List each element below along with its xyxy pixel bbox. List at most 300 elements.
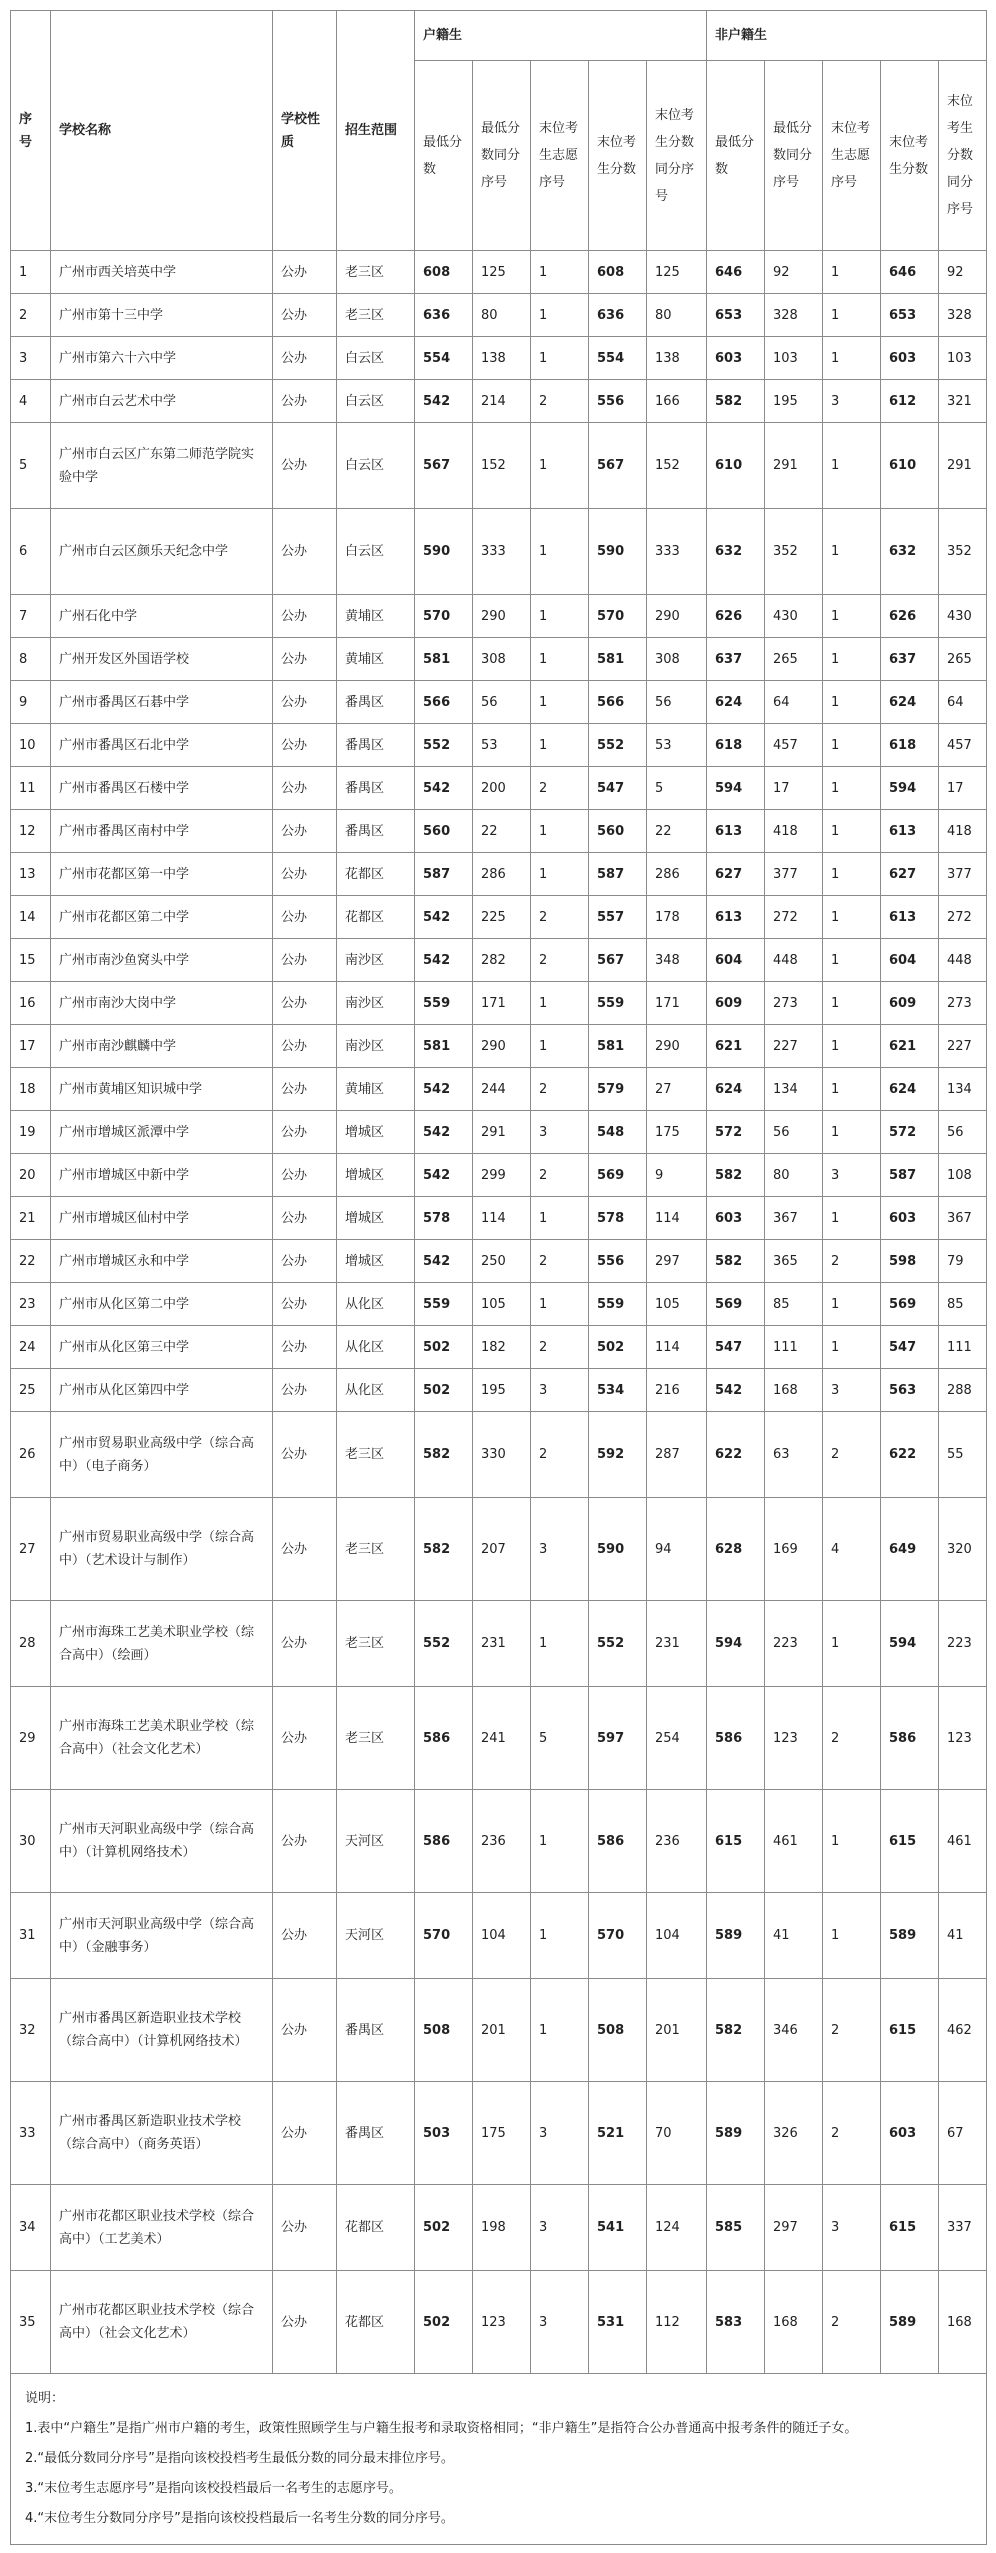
- local-min-score-cell: 581: [415, 638, 473, 681]
- school-nature-cell: 公办: [273, 767, 337, 810]
- nonlocal-min-score-cell: 637: [707, 638, 765, 681]
- table-body: [11, 251, 987, 2374]
- district-cell: 番禺区: [337, 810, 415, 853]
- local-last-rank-cell: 231: [647, 1601, 707, 1687]
- local-last-rank-cell: 201: [647, 1979, 707, 2082]
- local-min-score-cell: 503: [415, 2082, 473, 2185]
- seq-cell: 22: [11, 1240, 51, 1283]
- district-cell: 老三区: [337, 294, 415, 337]
- seq-cell: 15: [11, 939, 51, 982]
- school-nature-cell: 公办: [273, 251, 337, 294]
- table-row: [11, 724, 987, 767]
- district-cell: 番禺区: [337, 724, 415, 767]
- local-min-rank-cell: 105: [473, 1283, 531, 1326]
- local-min-score-cell: 552: [415, 724, 473, 767]
- local-min-score-cell: 559: [415, 1283, 473, 1326]
- school-name-cell: 广州市从化区第三中学: [51, 1326, 273, 1369]
- seq-cell: 30: [11, 1790, 51, 1893]
- school-nature-cell: 公办: [273, 982, 337, 1025]
- nonlocal-last-score-cell: 649: [881, 1498, 939, 1601]
- nonlocal-min-rank-cell: 17: [765, 767, 823, 810]
- local-last-rank-cell: 308: [647, 638, 707, 681]
- nonlocal-min-rank-cell: 328: [765, 294, 823, 337]
- local-last-score-cell: 636: [589, 294, 647, 337]
- local-last-score-cell: 570: [589, 1893, 647, 1979]
- local-min-score-cell: 590: [415, 509, 473, 595]
- local-min-score-cell: 502: [415, 1369, 473, 1412]
- district-cell: 番禺区: [337, 1979, 415, 2082]
- table-row: [11, 1369, 987, 1412]
- nonlocal-last-rank-cell: 328: [939, 294, 987, 337]
- local-min-rank-cell: 286: [473, 853, 531, 896]
- local-min-score-cell: 502: [415, 2271, 473, 2374]
- local-last-choice-cell: 3: [531, 2082, 589, 2185]
- local-min-rank-cell: 282: [473, 939, 531, 982]
- school-name-cell: 广州市南沙大岗中学: [51, 982, 273, 1025]
- nonlocal-min-rank-cell: 134: [765, 1068, 823, 1111]
- nonlocal-last-choice-cell: 1: [823, 853, 881, 896]
- nonlocal-min-score-cell: 626: [707, 595, 765, 638]
- local-last-rank-cell: 104: [647, 1893, 707, 1979]
- nonlocal-min-rank-cell: 227: [765, 1025, 823, 1068]
- school-name-cell: 广州市花都区第一中学: [51, 853, 273, 896]
- nonlocal-min-score-cell: 589: [707, 1893, 765, 1979]
- school-nature-cell: 公办: [273, 638, 337, 681]
- district-cell: 花都区: [337, 2271, 415, 2374]
- school-nature-cell: 公办: [273, 1601, 337, 1687]
- nonlocal-last-choice-cell: 1: [823, 1601, 881, 1687]
- table-row: [11, 1111, 987, 1154]
- nonlocal-last-choice-cell: 3: [823, 380, 881, 423]
- nonlocal-last-choice-cell: 1: [823, 638, 881, 681]
- nonlocal-last-score-cell: 615: [881, 2185, 939, 2271]
- local-min-score-cell: 608: [415, 251, 473, 294]
- local-last-score-cell: 521: [589, 2082, 647, 2185]
- local-min-rank-cell: 290: [473, 1025, 531, 1068]
- local-min-score-cell: 581: [415, 1025, 473, 1068]
- table-row: [11, 853, 987, 896]
- nonlocal-last-rank-cell: 103: [939, 337, 987, 380]
- nonlocal-min-rank-cell: 418: [765, 810, 823, 853]
- nonlocal-min-rank-cell: 365: [765, 1240, 823, 1283]
- nonlocal-last-choice-cell: 1: [823, 251, 881, 294]
- nonlocal-min-score-cell: 582: [707, 1154, 765, 1197]
- nonlocal-last-choice-cell: 1: [823, 1197, 881, 1240]
- local-min-rank-cell: 152: [473, 423, 531, 509]
- school-name-cell: 广州市第十三中学: [51, 294, 273, 337]
- district-cell: 黄埔区: [337, 595, 415, 638]
- local-last-choice-cell: 3: [531, 1111, 589, 1154]
- school-nature-cell: 公办: [273, 1790, 337, 1893]
- header-nonlocal-last-score: 末位考生分数: [881, 61, 939, 251]
- local-min-score-cell: 542: [415, 767, 473, 810]
- table-row: [11, 1412, 987, 1498]
- local-min-score-cell: 560: [415, 810, 473, 853]
- nonlocal-min-rank-cell: 265: [765, 638, 823, 681]
- header-local-min-score: 最低分数: [415, 61, 473, 251]
- school-name-cell: 广州市花都区职业技术学校（综合高中）（社会文化艺术）: [51, 2271, 273, 2374]
- seq-cell: 31: [11, 1893, 51, 1979]
- nonlocal-last-rank-cell: 79: [939, 1240, 987, 1283]
- local-last-score-cell: 531: [589, 2271, 647, 2374]
- district-cell: 老三区: [337, 1498, 415, 1601]
- local-last-choice-cell: 2: [531, 767, 589, 810]
- school-name-cell: 广州市贸易职业高级中学（综合高中）（艺术设计与制作）: [51, 1498, 273, 1601]
- local-last-score-cell: 586: [589, 1790, 647, 1893]
- table-row: [11, 380, 987, 423]
- local-last-choice-cell: 2: [531, 1412, 589, 1498]
- school-nature-cell: 公办: [273, 423, 337, 509]
- nonlocal-min-score-cell: 582: [707, 380, 765, 423]
- district-cell: 花都区: [337, 896, 415, 939]
- local-last-score-cell: 552: [589, 724, 647, 767]
- nonlocal-last-choice-cell: 2: [823, 1687, 881, 1790]
- school-name-cell: 广州市从化区第四中学: [51, 1369, 273, 1412]
- seq-cell: 18: [11, 1068, 51, 1111]
- school-nature-cell: 公办: [273, 853, 337, 896]
- nonlocal-last-score-cell: 622: [881, 1412, 939, 1498]
- local-last-choice-cell: 1: [531, 1283, 589, 1326]
- school-name-cell: 广州市白云区颜乐天纪念中学: [51, 509, 273, 595]
- nonlocal-min-rank-cell: 56: [765, 1111, 823, 1154]
- table-row: [11, 810, 987, 853]
- local-min-rank-cell: 308: [473, 638, 531, 681]
- local-last-rank-cell: 175: [647, 1111, 707, 1154]
- nonlocal-min-rank-cell: 352: [765, 509, 823, 595]
- nonlocal-last-rank-cell: 418: [939, 810, 987, 853]
- local-min-rank-cell: 236: [473, 1790, 531, 1893]
- school-name-cell: 广州市南沙鱼窝头中学: [51, 939, 273, 982]
- local-last-score-cell: 560: [589, 810, 647, 853]
- nonlocal-min-rank-cell: 168: [765, 2271, 823, 2374]
- school-name-cell: 广州市花都区职业技术学校（综合高中）（工艺美术）: [51, 2185, 273, 2271]
- nonlocal-last-rank-cell: 227: [939, 1025, 987, 1068]
- nonlocal-last-rank-cell: 288: [939, 1369, 987, 1412]
- local-last-rank-cell: 287: [647, 1412, 707, 1498]
- local-last-score-cell: 608: [589, 251, 647, 294]
- nonlocal-min-score-cell: 572: [707, 1111, 765, 1154]
- nonlocal-min-score-cell: 632: [707, 509, 765, 595]
- table-row: [11, 1326, 987, 1369]
- school-nature-cell: 公办: [273, 1893, 337, 1979]
- local-min-rank-cell: 214: [473, 380, 531, 423]
- school-nature-cell: 公办: [273, 2185, 337, 2271]
- table-row: [11, 982, 987, 1025]
- seq-cell: 25: [11, 1369, 51, 1412]
- nonlocal-min-rank-cell: 111: [765, 1326, 823, 1369]
- school-nature-cell: 公办: [273, 1197, 337, 1240]
- nonlocal-min-rank-cell: 123: [765, 1687, 823, 1790]
- nonlocal-last-score-cell: 624: [881, 681, 939, 724]
- nonlocal-min-rank-cell: 169: [765, 1498, 823, 1601]
- nonlocal-last-rank-cell: 377: [939, 853, 987, 896]
- school-nature-cell: 公办: [273, 1979, 337, 2082]
- notes-title: 说明：: [25, 2391, 65, 2406]
- nonlocal-min-score-cell: 569: [707, 1283, 765, 1326]
- local-min-rank-cell: 182: [473, 1326, 531, 1369]
- nonlocal-last-rank-cell: 168: [939, 2271, 987, 2374]
- district-cell: 白云区: [337, 380, 415, 423]
- header-local: 户籍生: [415, 11, 707, 61]
- school-nature-cell: 公办: [273, 294, 337, 337]
- seq-cell: 19: [11, 1111, 51, 1154]
- table-row: [11, 1498, 987, 1601]
- nonlocal-last-score-cell: 627: [881, 853, 939, 896]
- seq-cell: 2: [11, 294, 51, 337]
- school-name-cell: 广州市天河职业高级中学（综合高中）（计算机网络技术）: [51, 1790, 273, 1893]
- seq-cell: 9: [11, 681, 51, 724]
- local-min-score-cell: 586: [415, 1687, 473, 1790]
- nonlocal-last-score-cell: 547: [881, 1326, 939, 1369]
- nonlocal-min-score-cell: 610: [707, 423, 765, 509]
- nonlocal-min-rank-cell: 377: [765, 853, 823, 896]
- district-cell: 从化区: [337, 1283, 415, 1326]
- nonlocal-min-rank-cell: 326: [765, 2082, 823, 2185]
- score-table: [10, 10, 987, 2545]
- school-nature-cell: 公办: [273, 1498, 337, 1601]
- nonlocal-last-score-cell: 632: [881, 509, 939, 595]
- local-last-choice-cell: 1: [531, 294, 589, 337]
- nonlocal-last-score-cell: 613: [881, 810, 939, 853]
- nonlocal-min-score-cell: 594: [707, 1601, 765, 1687]
- local-min-score-cell: 567: [415, 423, 473, 509]
- table-row: [11, 638, 987, 681]
- school-nature-cell: 公办: [273, 810, 337, 853]
- nonlocal-last-choice-cell: 3: [823, 2185, 881, 2271]
- table-row: [11, 1283, 987, 1326]
- seq-cell: 29: [11, 1687, 51, 1790]
- local-last-rank-cell: 152: [647, 423, 707, 509]
- local-last-choice-cell: 1: [531, 853, 589, 896]
- nonlocal-last-choice-cell: 1: [823, 896, 881, 939]
- nonlocal-min-score-cell: 653: [707, 294, 765, 337]
- local-min-score-cell: 578: [415, 1197, 473, 1240]
- nonlocal-min-score-cell: 622: [707, 1412, 765, 1498]
- local-min-rank-cell: 80: [473, 294, 531, 337]
- local-last-choice-cell: 3: [531, 2185, 589, 2271]
- nonlocal-min-score-cell: 627: [707, 853, 765, 896]
- local-last-score-cell: 502: [589, 1326, 647, 1369]
- nonlocal-last-rank-cell: 134: [939, 1068, 987, 1111]
- nonlocal-last-rank-cell: 337: [939, 2185, 987, 2271]
- seq-cell: 8: [11, 638, 51, 681]
- seq-cell: 28: [11, 1601, 51, 1687]
- local-last-score-cell: 567: [589, 423, 647, 509]
- local-min-score-cell: 542: [415, 1068, 473, 1111]
- nonlocal-min-rank-cell: 41: [765, 1893, 823, 1979]
- local-last-rank-cell: 56: [647, 681, 707, 724]
- school-name-cell: 广州市西关培英中学: [51, 251, 273, 294]
- local-last-score-cell: 556: [589, 1240, 647, 1283]
- nonlocal-last-choice-cell: 1: [823, 1111, 881, 1154]
- local-last-score-cell: 590: [589, 1498, 647, 1601]
- nonlocal-min-score-cell: 621: [707, 1025, 765, 1068]
- district-cell: 白云区: [337, 509, 415, 595]
- nonlocal-last-choice-cell: 2: [823, 1240, 881, 1283]
- district-cell: 老三区: [337, 1687, 415, 1790]
- local-min-score-cell: 542: [415, 1111, 473, 1154]
- local-last-rank-cell: 286: [647, 853, 707, 896]
- local-last-score-cell: 566: [589, 681, 647, 724]
- nonlocal-last-score-cell: 594: [881, 767, 939, 810]
- seq-cell: 7: [11, 595, 51, 638]
- nonlocal-last-score-cell: 604: [881, 939, 939, 982]
- seq-cell: 20: [11, 1154, 51, 1197]
- school-name-cell: 广州市增城区派潭中学: [51, 1111, 273, 1154]
- school-name-cell: 广州市白云艺术中学: [51, 380, 273, 423]
- local-last-choice-cell: 1: [531, 1601, 589, 1687]
- district-cell: 天河区: [337, 1790, 415, 1893]
- nonlocal-last-rank-cell: 321: [939, 380, 987, 423]
- local-min-rank-cell: 138: [473, 337, 531, 380]
- school-nature-cell: 公办: [273, 724, 337, 767]
- header-nonlocal: 非户籍生: [707, 11, 987, 61]
- nonlocal-last-choice-cell: 2: [823, 2082, 881, 2185]
- table-row: [11, 509, 987, 595]
- nonlocal-last-choice-cell: 1: [823, 724, 881, 767]
- local-min-score-cell: 542: [415, 1240, 473, 1283]
- header-school-name: 学校名称: [51, 11, 273, 251]
- nonlocal-last-score-cell: 615: [881, 1979, 939, 2082]
- table-row: [11, 2271, 987, 2374]
- local-min-rank-cell: 175: [473, 2082, 531, 2185]
- local-min-score-cell: 508: [415, 1979, 473, 2082]
- local-last-choice-cell: 1: [531, 337, 589, 380]
- header-local-last-score: 末位考生分数: [589, 61, 647, 251]
- local-last-rank-cell: 5: [647, 767, 707, 810]
- district-cell: 番禺区: [337, 767, 415, 810]
- seq-cell: 14: [11, 896, 51, 939]
- seq-cell: 32: [11, 1979, 51, 2082]
- school-nature-cell: 公办: [273, 1025, 337, 1068]
- local-last-score-cell: 547: [589, 767, 647, 810]
- local-min-rank-cell: 125: [473, 251, 531, 294]
- local-last-choice-cell: 1: [531, 1893, 589, 1979]
- nonlocal-min-score-cell: 585: [707, 2185, 765, 2271]
- nonlocal-min-score-cell: 609: [707, 982, 765, 1025]
- local-min-score-cell: 587: [415, 853, 473, 896]
- local-last-rank-cell: 22: [647, 810, 707, 853]
- local-last-choice-cell: 2: [531, 1154, 589, 1197]
- local-min-score-cell: 542: [415, 380, 473, 423]
- table-row: [11, 2185, 987, 2271]
- school-name-cell: 广州石化中学: [51, 595, 273, 638]
- district-cell: 增城区: [337, 1111, 415, 1154]
- local-min-rank-cell: 299: [473, 1154, 531, 1197]
- local-last-rank-cell: 216: [647, 1369, 707, 1412]
- local-last-choice-cell: 1: [531, 810, 589, 853]
- local-last-score-cell: 548: [589, 1111, 647, 1154]
- local-last-choice-cell: 1: [531, 982, 589, 1025]
- local-last-score-cell: 587: [589, 853, 647, 896]
- nonlocal-last-choice-cell: 1: [823, 982, 881, 1025]
- nonlocal-min-score-cell: 613: [707, 896, 765, 939]
- district-cell: 黄埔区: [337, 1068, 415, 1111]
- table-row: [11, 1240, 987, 1283]
- seq-cell: 3: [11, 337, 51, 380]
- local-min-rank-cell: 244: [473, 1068, 531, 1111]
- nonlocal-last-score-cell: 572: [881, 1111, 939, 1154]
- local-last-score-cell: 581: [589, 1025, 647, 1068]
- school-name-cell: 广州市黄埔区知识城中学: [51, 1068, 273, 1111]
- school-name-cell: 广州市白云区广东第二师范学院实验中学: [51, 423, 273, 509]
- table-row: [11, 1025, 987, 1068]
- nonlocal-last-rank-cell: 123: [939, 1687, 987, 1790]
- local-last-score-cell: 597: [589, 1687, 647, 1790]
- nonlocal-min-score-cell: 613: [707, 810, 765, 853]
- nonlocal-last-rank-cell: 461: [939, 1790, 987, 1893]
- nonlocal-min-rank-cell: 223: [765, 1601, 823, 1687]
- seq-cell: 6: [11, 509, 51, 595]
- local-last-score-cell: 592: [589, 1412, 647, 1498]
- seq-cell: 4: [11, 380, 51, 423]
- local-min-rank-cell: 104: [473, 1893, 531, 1979]
- local-min-rank-cell: 56: [473, 681, 531, 724]
- nonlocal-last-rank-cell: 223: [939, 1601, 987, 1687]
- district-cell: 从化区: [337, 1369, 415, 1412]
- district-cell: 天河区: [337, 1893, 415, 1979]
- nonlocal-min-score-cell: 604: [707, 939, 765, 982]
- school-name-cell: 广州市番禺区石北中学: [51, 724, 273, 767]
- nonlocal-min-rank-cell: 430: [765, 595, 823, 638]
- nonlocal-last-score-cell: 615: [881, 1790, 939, 1893]
- school-name-cell: 广州市番禺区新造职业技术学校（综合高中）（商务英语）: [51, 2082, 273, 2185]
- seq-cell: 11: [11, 767, 51, 810]
- local-last-rank-cell: 94: [647, 1498, 707, 1601]
- school-name-cell: 广州市增城区永和中学: [51, 1240, 273, 1283]
- nonlocal-last-choice-cell: 2: [823, 2271, 881, 2374]
- school-name-cell: 广州市天河职业高级中学（综合高中）（金融事务）: [51, 1893, 273, 1979]
- nonlocal-min-score-cell: 589: [707, 2082, 765, 2185]
- table-row: [11, 294, 987, 337]
- local-last-rank-cell: 53: [647, 724, 707, 767]
- local-min-score-cell: 570: [415, 595, 473, 638]
- school-name-cell: 广州开发区外国语学校: [51, 638, 273, 681]
- local-last-rank-cell: 114: [647, 1197, 707, 1240]
- local-last-score-cell: 557: [589, 896, 647, 939]
- nonlocal-last-score-cell: 586: [881, 1687, 939, 1790]
- nonlocal-last-rank-cell: 265: [939, 638, 987, 681]
- school-name-cell: 广州市番禺区南村中学: [51, 810, 273, 853]
- nonlocal-last-choice-cell: 2: [823, 1412, 881, 1498]
- nonlocal-last-score-cell: 569: [881, 1283, 939, 1326]
- nonlocal-last-choice-cell: 1: [823, 509, 881, 595]
- local-last-score-cell: 590: [589, 509, 647, 595]
- nonlocal-last-score-cell: 637: [881, 638, 939, 681]
- nonlocal-min-score-cell: 624: [707, 681, 765, 724]
- local-last-score-cell: 508: [589, 1979, 647, 2082]
- nonlocal-min-rank-cell: 273: [765, 982, 823, 1025]
- nonlocal-min-rank-cell: 457: [765, 724, 823, 767]
- nonlocal-min-rank-cell: 272: [765, 896, 823, 939]
- header-local-min-rank: 最低分数同分序号: [473, 61, 531, 251]
- seq-cell: 12: [11, 810, 51, 853]
- school-name-cell: 广州市海珠工艺美术职业学校（综合高中）（社会文化艺术）: [51, 1687, 273, 1790]
- table-row: [11, 1068, 987, 1111]
- school-name-cell: 广州市第六十六中学: [51, 337, 273, 380]
- local-last-rank-cell: 9: [647, 1154, 707, 1197]
- nonlocal-last-score-cell: 612: [881, 380, 939, 423]
- school-nature-cell: 公办: [273, 939, 337, 982]
- table-row: [11, 423, 987, 509]
- nonlocal-min-rank-cell: 85: [765, 1283, 823, 1326]
- local-min-score-cell: 559: [415, 982, 473, 1025]
- nonlocal-last-choice-cell: 1: [823, 681, 881, 724]
- school-nature-cell: 公办: [273, 1240, 337, 1283]
- local-last-rank-cell: 178: [647, 896, 707, 939]
- district-cell: 南沙区: [337, 939, 415, 982]
- local-min-score-cell: 542: [415, 1154, 473, 1197]
